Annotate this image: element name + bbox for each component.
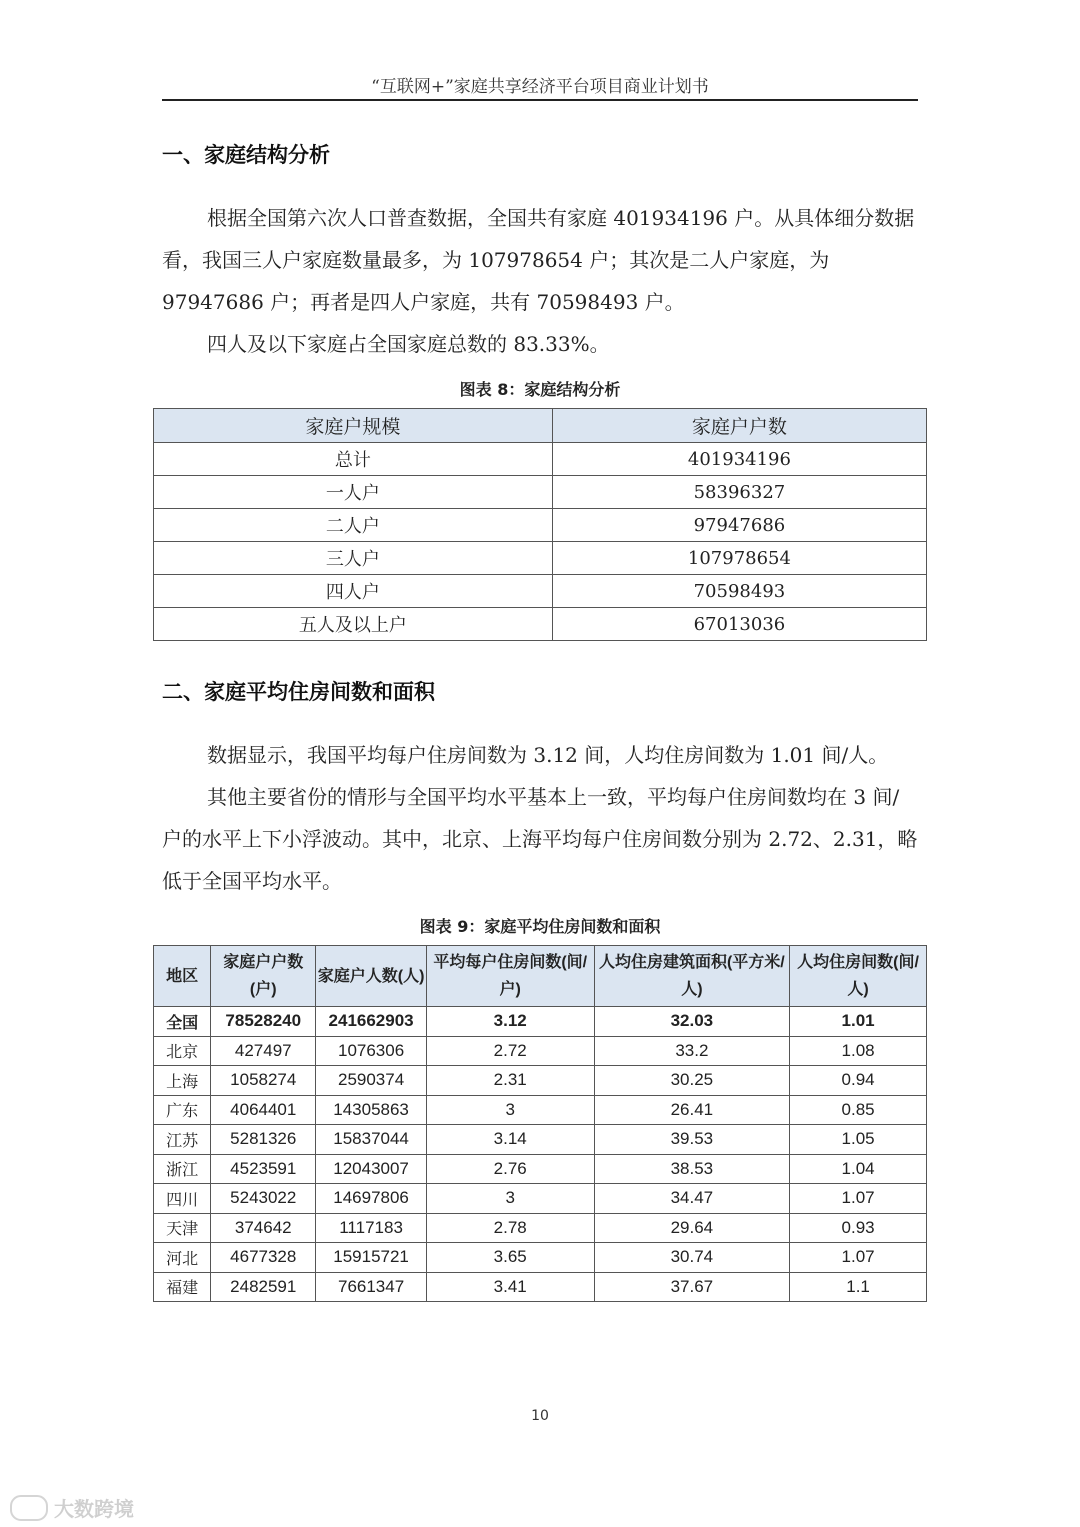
table-row — [154, 1184, 927, 1214]
table-row — [154, 542, 927, 575]
table-cell: 401934196 — [552, 443, 926, 476]
table-cell: 3.12 — [426, 1007, 594, 1037]
table-cell: 上海 — [154, 1066, 211, 1096]
section2-heading: 二、家庭平均住房间数和面积 — [162, 680, 435, 704]
section1-heading: 一、家庭结构分析 — [162, 143, 330, 167]
table-cell: 3 — [426, 1095, 594, 1125]
table-cell: 2.78 — [426, 1213, 594, 1243]
watermark-text: 大数跨境 — [54, 1497, 134, 1521]
table-cell: 38.53 — [594, 1154, 790, 1184]
header-rule — [162, 99, 918, 101]
table-row — [154, 608, 927, 641]
table-cell: 14305863 — [316, 1095, 427, 1125]
household-structure-table — [153, 408, 927, 641]
table-cell: 1.04 — [790, 1154, 927, 1184]
table-cell: 107978654 — [552, 542, 926, 575]
table-cell: 15915721 — [316, 1243, 427, 1273]
section1-body — [162, 197, 918, 365]
table-row — [154, 1243, 927, 1273]
section2-body — [162, 734, 918, 902]
table-cell: 7661347 — [316, 1272, 427, 1302]
table-cell: 5243022 — [211, 1184, 316, 1214]
figure9-caption: 图表 9：家庭平均住房间数和面积 — [419, 917, 661, 936]
table-cell: 15837044 — [316, 1125, 427, 1155]
table-cell: 二人户 — [154, 509, 553, 542]
table-cell: 江苏 — [154, 1125, 211, 1155]
watermark — [10, 1493, 134, 1522]
table-cell: 4677328 — [211, 1243, 316, 1273]
table-cell: 福建 — [154, 1272, 211, 1302]
table-header-row — [154, 409, 927, 443]
page-number: 10 — [531, 1408, 549, 1424]
table-cell: 全国 — [154, 1007, 211, 1037]
table-cell: 37.67 — [594, 1272, 790, 1302]
table-cell: 1.01 — [790, 1007, 927, 1037]
table-cell: 2.72 — [426, 1036, 594, 1066]
table-cell: 2.76 — [426, 1154, 594, 1184]
table-cell: 4064401 — [211, 1095, 316, 1125]
column-header: 人均住房间数(间/人) — [790, 946, 927, 1007]
table-cell: 四人户 — [154, 575, 553, 608]
table-cell: 2.31 — [426, 1066, 594, 1096]
table-cell: 三人户 — [154, 542, 553, 575]
table-cell: 3.41 — [426, 1272, 594, 1302]
table-row — [154, 443, 927, 476]
table-row — [154, 1066, 927, 1096]
table-cell: 河北 — [154, 1243, 211, 1273]
figure8-caption: 图表 8：家庭结构分析 — [459, 380, 621, 399]
table-cell: 32.03 — [594, 1007, 790, 1037]
table-cell: 3 — [426, 1184, 594, 1214]
table-cell: 1.07 — [790, 1184, 927, 1214]
column-header: 平均每户住房间数(间/户) — [426, 946, 594, 1007]
table-cell: 26.41 — [594, 1095, 790, 1125]
table-cell: 30.25 — [594, 1066, 790, 1096]
table-cell: 0.94 — [790, 1066, 927, 1096]
table-cell: 2590374 — [316, 1066, 427, 1096]
section2-paragraph-1: 数据显示，我国平均每户住房间数为 3.12 间，人均住房间数为 1.01 间/人。 — [207, 743, 889, 767]
table-row — [154, 1036, 927, 1066]
section1-paragraph-2: 四人及以下家庭占全国家庭总数的 83.33%。 — [207, 332, 610, 356]
table-cell: 1.1 — [790, 1272, 927, 1302]
table-cell: 1058274 — [211, 1066, 316, 1096]
table-cell: 3.65 — [426, 1243, 594, 1273]
table-cell: 427497 — [211, 1036, 316, 1066]
table-cell: 0.85 — [790, 1095, 927, 1125]
table-cell: 4523591 — [211, 1154, 316, 1184]
table-cell: 58396327 — [552, 476, 926, 509]
column-header: 家庭户人数(人) — [316, 946, 427, 1007]
table-row — [154, 1007, 927, 1037]
table-cell: 29.64 — [594, 1213, 790, 1243]
table-cell: 241662903 — [316, 1007, 427, 1037]
table-header-row — [154, 946, 927, 1007]
column-header: 地区 — [154, 946, 211, 1007]
table-cell: 374642 — [211, 1213, 316, 1243]
table-row — [154, 1213, 927, 1243]
table-row — [154, 1095, 927, 1125]
table-cell: 3.14 — [426, 1125, 594, 1155]
table-cell: 1.08 — [790, 1036, 927, 1066]
table-cell: 浙江 — [154, 1154, 211, 1184]
table-cell: 39.53 — [594, 1125, 790, 1155]
table-cell: 70598493 — [552, 575, 926, 608]
table-cell: 1.07 — [790, 1243, 927, 1273]
table-cell: 1117183 — [316, 1213, 427, 1243]
table-cell: 78528240 — [211, 1007, 316, 1037]
table-cell: 30.74 — [594, 1243, 790, 1273]
table-cell: 五人及以上户 — [154, 608, 553, 641]
table-cell: 1.05 — [790, 1125, 927, 1155]
table-cell: 广东 — [154, 1095, 211, 1125]
table-cell: 四川 — [154, 1184, 211, 1214]
table-row — [154, 1154, 927, 1184]
table-cell: 97947686 — [552, 509, 926, 542]
table-cell: 2482591 — [211, 1272, 316, 1302]
column-header: 人均住房建筑面积(平方米/人) — [594, 946, 790, 1007]
table-cell: 一人户 — [154, 476, 553, 509]
table-cell: 1076306 — [316, 1036, 427, 1066]
document-header: “互联网+”家庭共享经济平台项目商业计划书 — [371, 77, 709, 97]
column-header: 家庭户户数 — [552, 409, 926, 443]
section2-paragraph-2: 其他主要省份的情形与全国平均水平基本上一致，平均每户住房间数均在 3 间/户的水平上下小浮波动。其中，北京、上海平均每户住房间数分别为 2.72、2.31，略低于全国平均水平。 — [162, 785, 918, 893]
table-cell: 北京 — [154, 1036, 211, 1066]
table-cell: 5281326 — [211, 1125, 316, 1155]
table-cell: 67013036 — [552, 608, 926, 641]
table-cell: 12043007 — [316, 1154, 427, 1184]
table-row — [154, 575, 927, 608]
table-cell: 总计 — [154, 443, 553, 476]
table-row — [154, 1272, 927, 1302]
table-cell: 天津 — [154, 1213, 211, 1243]
table-row — [154, 476, 927, 509]
housing-rooms-area-table — [153, 945, 927, 1302]
table-cell: 14697806 — [316, 1184, 427, 1214]
section1-paragraph-1: 根据全国第六次人口普查数据，全国共有家庭 401934196 户。从具体细分数据看，我国三人户家庭数量最多，为 107978654 户；其次是二人户家庭，为 97947686 户；再者是四人户家庭，共有 70598493 户。 — [162, 206, 915, 314]
column-header: 家庭户户数(户) — [211, 946, 316, 1007]
column-header: 家庭户规模 — [154, 409, 553, 443]
table-cell: 34.47 — [594, 1184, 790, 1214]
table-row — [154, 509, 927, 542]
table-cell: 0.93 — [790, 1213, 927, 1243]
watermark-logo-icon — [10, 1495, 48, 1521]
table-cell: 33.2 — [594, 1036, 790, 1066]
table-row — [154, 1125, 927, 1155]
